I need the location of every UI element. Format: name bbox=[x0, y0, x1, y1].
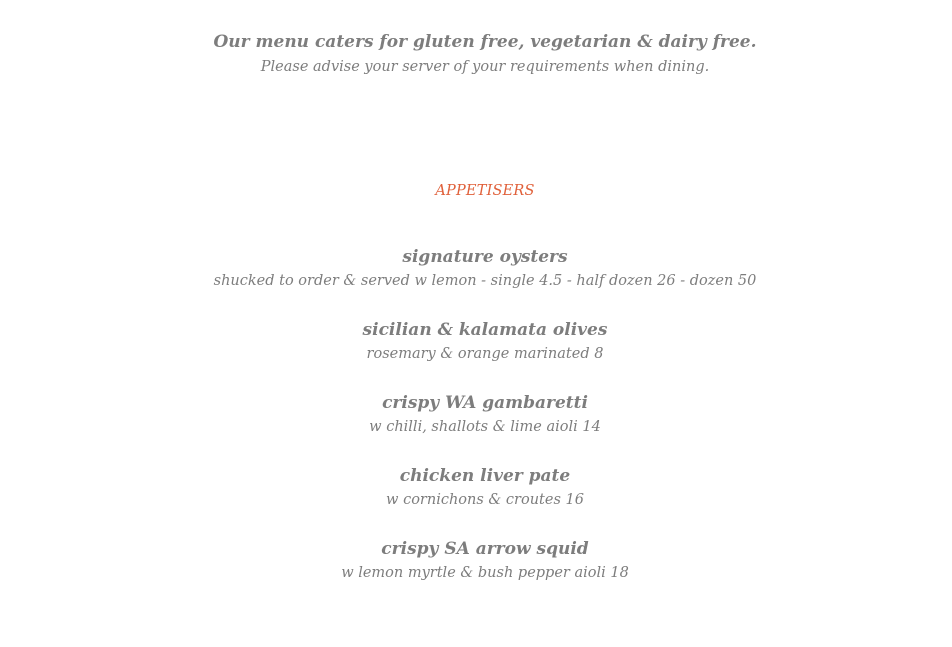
menu-item bbox=[0, 319, 952, 392]
menu-item-description: w chilli, shallots & lime aioli 14 bbox=[369, 419, 601, 435]
menu-item-name: signature oysters bbox=[402, 247, 568, 267]
menu-items-list bbox=[0, 246, 952, 611]
menu-item-description: w lemon myrtle & bush pepper aioli 18 bbox=[341, 565, 629, 581]
menu-item bbox=[0, 538, 952, 611]
menu-item-name: sicilian & kalamata olives bbox=[362, 320, 608, 340]
section-title-appetisers: APPETISERS bbox=[435, 183, 535, 199]
dietary-notice-subtitle: Please advise your server of your requirements when dining. bbox=[260, 59, 710, 75]
menu-item bbox=[0, 392, 952, 465]
menu-item-name: crispy SA arrow squid bbox=[381, 539, 589, 559]
menu-item bbox=[0, 465, 952, 538]
menu-item-name: chicken liver pate bbox=[399, 466, 571, 486]
menu-item bbox=[0, 246, 952, 319]
menu-item-description: shucked to order & served w lemon - single 4.5 - half dozen 26 - dozen 50 bbox=[213, 273, 757, 289]
menu-item-description: rosemary & orange marinated 8 bbox=[366, 346, 604, 362]
menu-item-name: crispy WA gambaretti bbox=[382, 393, 588, 413]
menu-item-description: w cornichons & croutes 16 bbox=[386, 492, 584, 508]
dietary-notice-title: Our menu caters for gluten free, vegetarian & dairy free. bbox=[213, 32, 757, 52]
